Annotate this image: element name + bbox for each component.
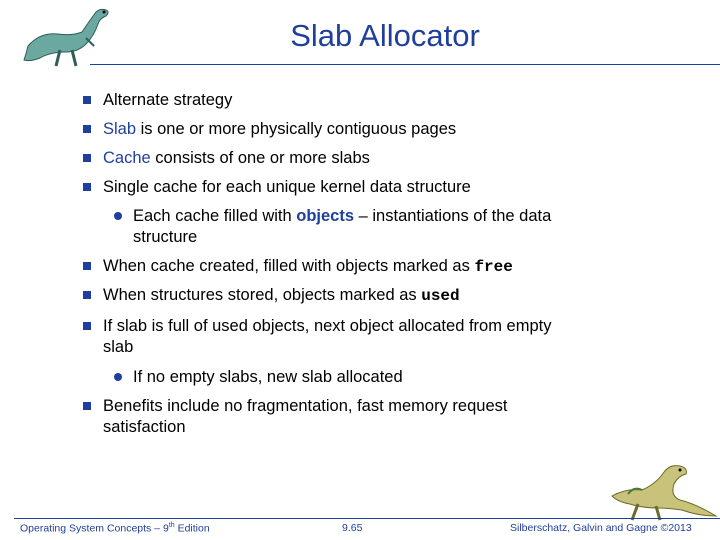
bullet-square-icon: [83, 154, 91, 162]
bullet-square-icon: [83, 183, 91, 191]
bullet-text-cont: slab: [103, 338, 134, 356]
sub-bullet-text-cont: structure: [133, 228, 198, 246]
bullet-text: Benefits include no fragmentation, fast memory request: [103, 397, 508, 415]
bullet-item: [103, 316, 551, 358]
footer-edition-text: Edition: [174, 522, 210, 535]
footer-book-title: [20, 522, 210, 535]
title-divider: [90, 64, 720, 65]
dinosaur-icon: [608, 460, 720, 522]
bullet-text: Alternate strategy: [103, 91, 233, 109]
footer-edition-sup: th: [168, 522, 175, 529]
bullet-text: is one or more physically contiguous pages: [136, 120, 457, 138]
bullet-square-icon: [83, 262, 91, 270]
bullet-text: When cache created, filled with objects marked as: [103, 257, 475, 275]
footer-book-text: Operating System Concepts – 9: [20, 522, 169, 535]
bullet-item: [103, 396, 507, 438]
footer-page-number: 9.65: [342, 522, 363, 534]
footer-authors: Silberschatz, Galvin and Gagne ©2013: [510, 522, 692, 534]
bullet-dot-icon: [114, 373, 122, 381]
bullet-item: [103, 177, 471, 198]
slide-title: Slab Allocator: [290, 18, 480, 53]
bullet-item: [103, 256, 513, 278]
bullet-square-icon: [83, 125, 91, 133]
bullet-square-icon: [83, 322, 91, 330]
bullet-square-icon: [83, 291, 91, 299]
term-slab: Slab: [103, 120, 137, 138]
sub-bullet-item: [133, 367, 403, 388]
bullet-dot-icon: [114, 212, 122, 220]
term-cache: Cache: [103, 149, 151, 167]
footer-divider: [14, 518, 720, 519]
bullet-square-icon: [83, 402, 91, 410]
term-objects: objects: [296, 207, 355, 225]
bullet-text: When structures stored, objects marked as: [103, 286, 422, 304]
bullet-text: consists of one or more slabs: [150, 149, 370, 167]
bullet-item: [103, 285, 460, 307]
code-free: free: [474, 258, 513, 276]
sub-bullet-text: If no empty slabs, new slab allocated: [133, 368, 403, 386]
sub-bullet-text: Each cache filled with: [133, 207, 297, 225]
sub-bullet-item: [133, 206, 551, 248]
bullet-text: Single cache for each unique kernel data structure: [103, 178, 471, 196]
bullet-item: [103, 119, 456, 140]
bullet-square-icon: [83, 96, 91, 104]
bullet-item: [103, 148, 370, 169]
sub-bullet-text: – instantiations of the data: [354, 207, 552, 225]
code-used: used: [421, 287, 460, 305]
bullet-text-cont: satisfaction: [103, 418, 186, 436]
bullet-text: If slab is full of used objects, next object allocated from empty: [103, 317, 552, 335]
bullet-item: [103, 90, 232, 111]
